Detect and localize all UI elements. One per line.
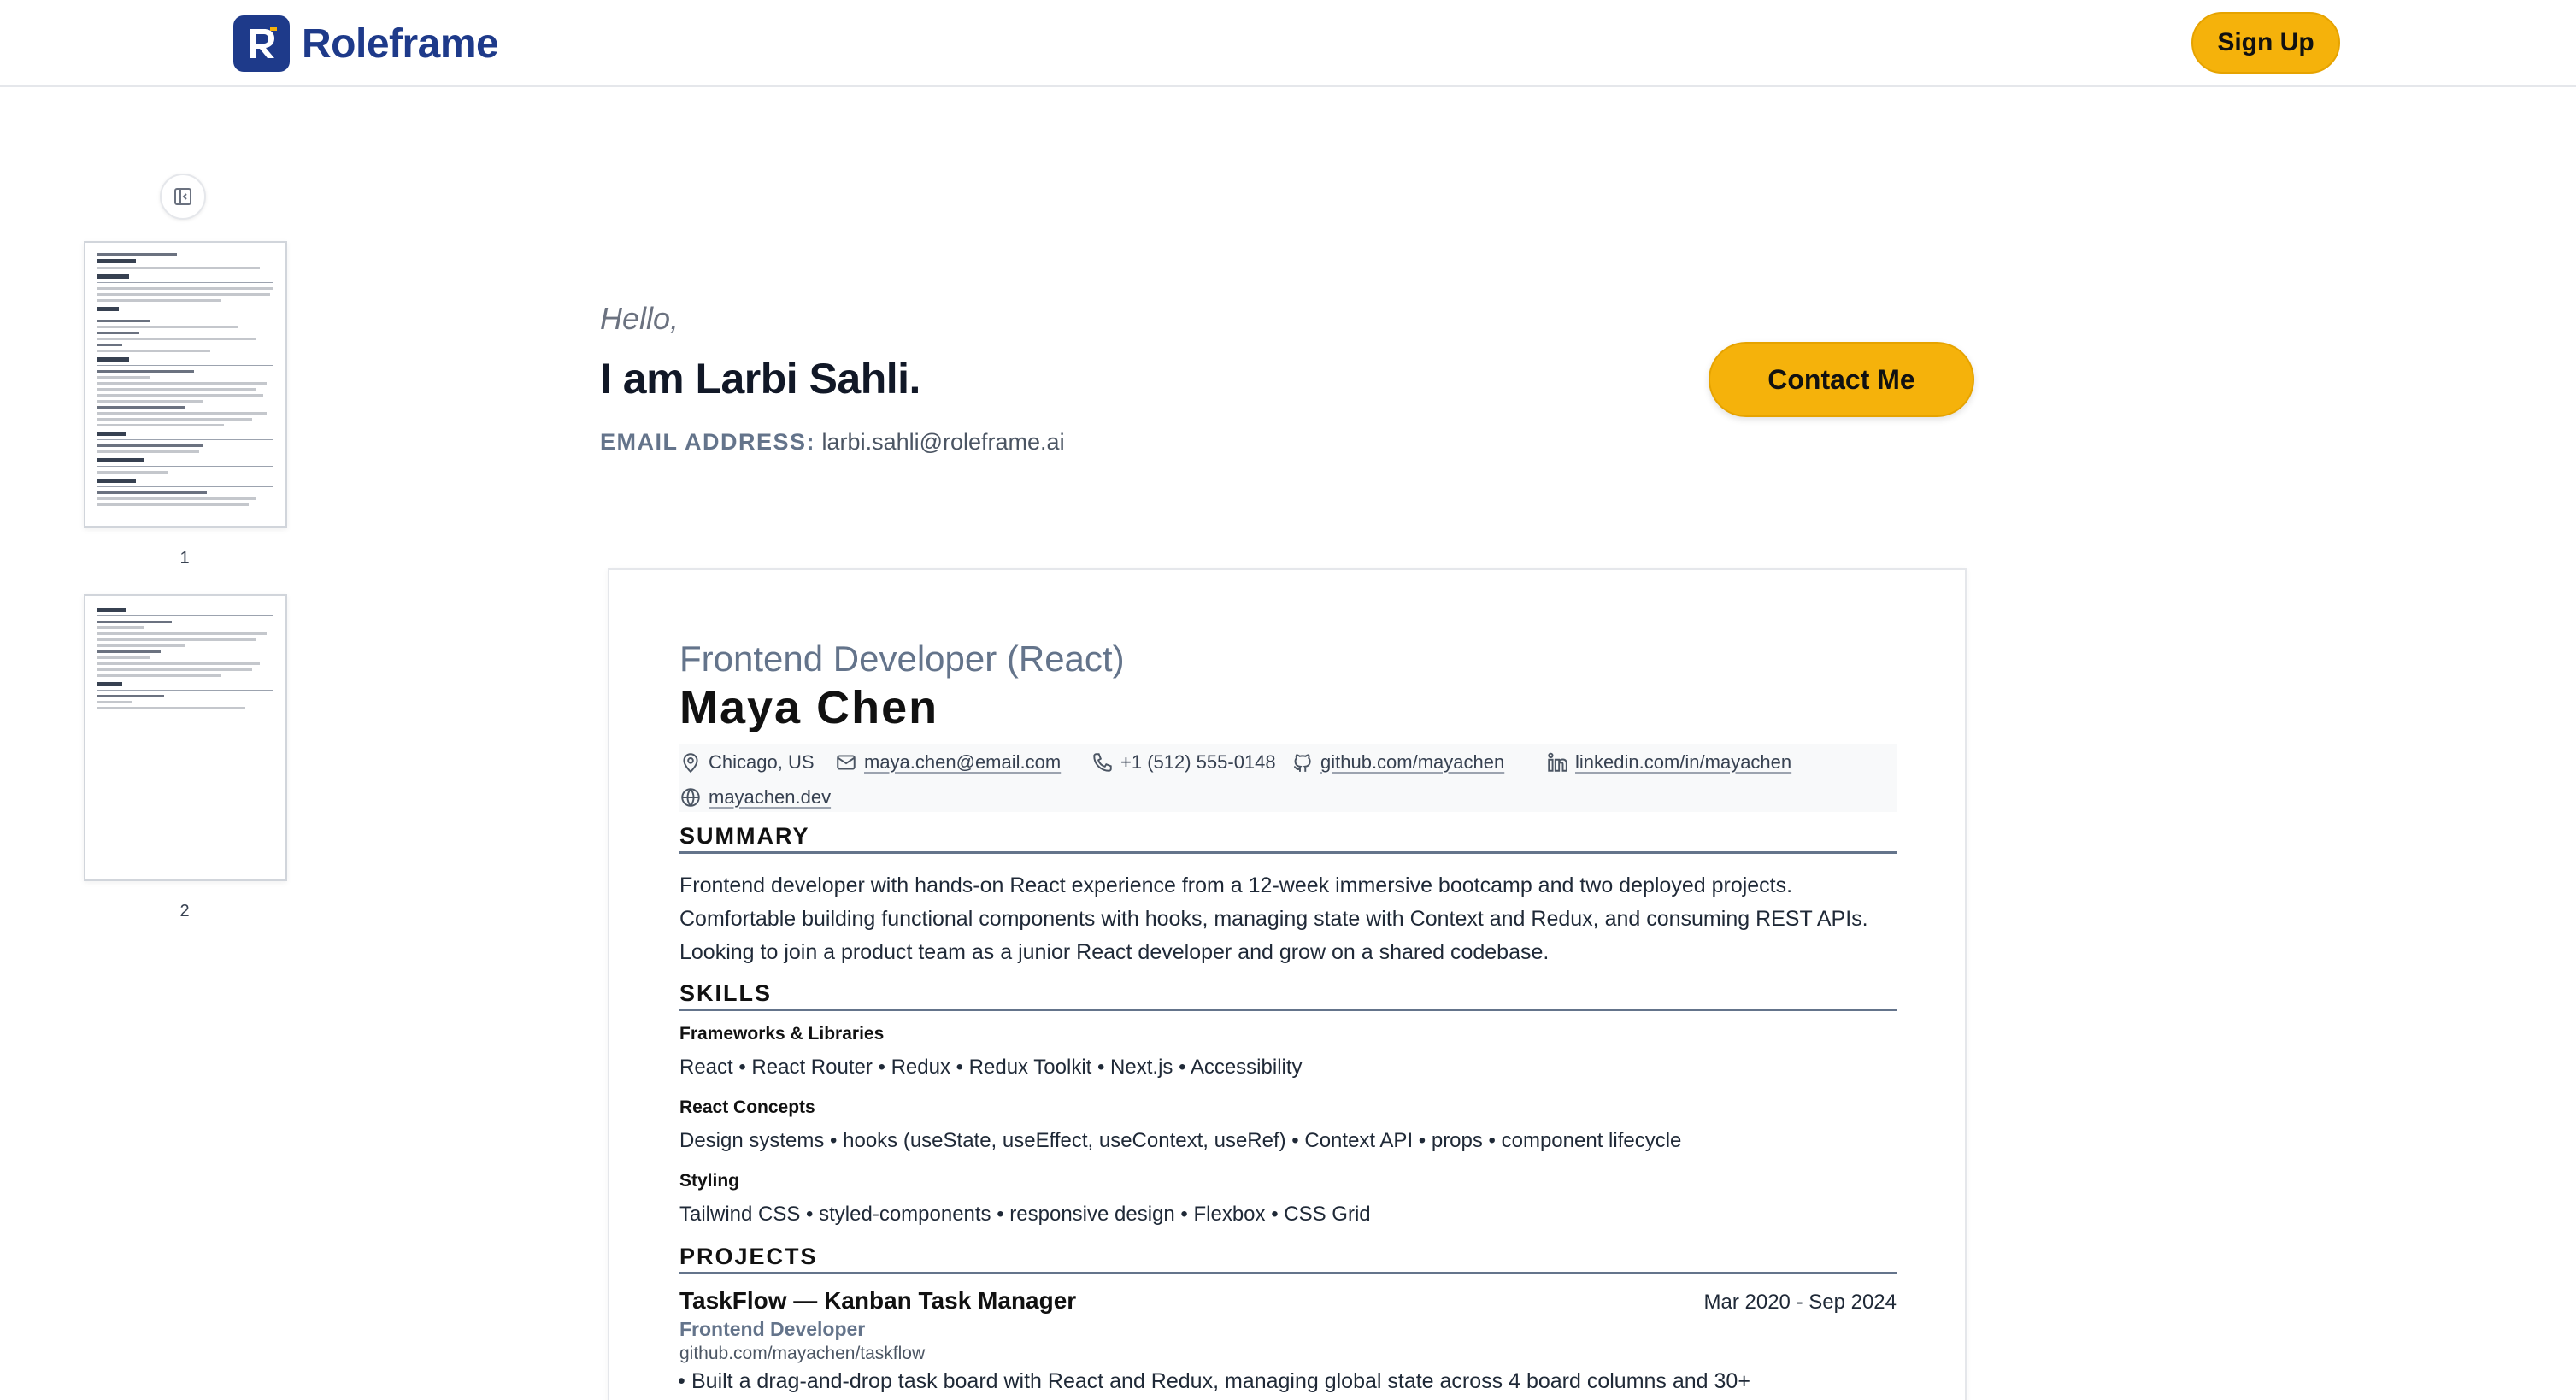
sign-up-button[interactable]: Sign Up	[2191, 12, 2340, 74]
brand-home-link[interactable]	[233, 15, 498, 72]
summary-text: Frontend developer with hands-on React experience from a 12-week immersive bootcamp and two deployed projects. Comfortable building functional components with hooks, managing state with Context and Redux, and consuming REST APIs. Looking to join a product team as a junior React developer and grow on a shared codebase.	[679, 874, 1868, 964]
projects-heading: PROJECTS	[679, 1244, 1897, 1274]
page-thumbnail-2[interactable]	[84, 594, 287, 881]
resume-preview	[608, 568, 1967, 1400]
roleframe-logo-icon	[233, 15, 290, 72]
hero-email-line	[600, 429, 1065, 456]
page-thumbnail-1-number: 1	[179, 549, 190, 568]
contact-location: Chicago, US	[679, 751, 815, 774]
project-dates: Mar 2020 - Sep 2024	[1703, 1291, 1897, 1314]
skill-group-title: Frameworks & Libraries	[679, 1024, 885, 1044]
globe-icon	[679, 786, 702, 809]
top-navbar	[0, 0, 2576, 87]
summary-heading: SUMMARY	[679, 823, 1897, 854]
page-thumbnail-1[interactable]	[84, 241, 287, 528]
project-role: Frontend Developer	[679, 1318, 866, 1340]
linkedin-icon	[1546, 751, 1568, 774]
email-label: EMAIL ADDRESS:	[600, 429, 816, 455]
contact-email[interactable]: maya.chen@email.com	[835, 751, 1061, 774]
skill-group-title: Styling	[679, 1171, 740, 1191]
skill-group-items: Tailwind CSS • styled-components • responsive design • Flexbox • CSS Grid	[679, 1203, 1371, 1226]
contact-phone: +1 (512) 555-0148	[1091, 751, 1276, 774]
resume-contact-bar	[679, 744, 1897, 812]
project-title: TaskFlow — Kanban Task Manager	[679, 1287, 1077, 1314]
resume-role: Frontend Developer (React)	[679, 638, 1125, 679]
brand-name: Roleframe	[302, 21, 499, 67]
resume-name: Maya Chen	[679, 682, 939, 733]
sidebar-collapse-icon	[173, 186, 193, 207]
phone-icon	[1091, 751, 1114, 774]
contact-me-button[interactable]: Contact Me	[1709, 342, 1974, 417]
project-bullet: • Built a drag-and-drop task board with React and Redux, managing global state across 4 board columns and 30+	[691, 1369, 1750, 1394]
location-icon	[679, 751, 702, 774]
contact-linkedin[interactable]: linkedin.com/in/mayachen	[1546, 751, 1791, 774]
project-link[interactable]: github.com/mayachen/taskflow	[679, 1344, 926, 1363]
contact-github[interactable]: github.com/mayachen	[1291, 751, 1504, 774]
collapse-sidebar-button[interactable]	[160, 174, 206, 220]
skills-heading: SKILLS	[679, 980, 1897, 1011]
github-icon	[1291, 751, 1314, 774]
contact-website[interactable]: mayachen.dev	[679, 786, 831, 809]
skill-group-items: React • React Router • Redux • Redux Toolkit • Next.js • Accessibility	[679, 1056, 1303, 1079]
page-thumbnail-2-number: 2	[179, 902, 190, 921]
mail-icon	[835, 751, 857, 774]
email-value[interactable]: larbi.sahli@roleframe.ai	[821, 429, 1065, 455]
hero-name: I am Larbi Sahli.	[600, 355, 920, 403]
skill-group-items: Design systems • hooks (useState, useEffect, useContext, useRef) • Context API • props • component lifecycle	[679, 1129, 1682, 1152]
skill-group-title: React Concepts	[679, 1097, 815, 1117]
hero-greeting: Hello,	[600, 301, 679, 336]
